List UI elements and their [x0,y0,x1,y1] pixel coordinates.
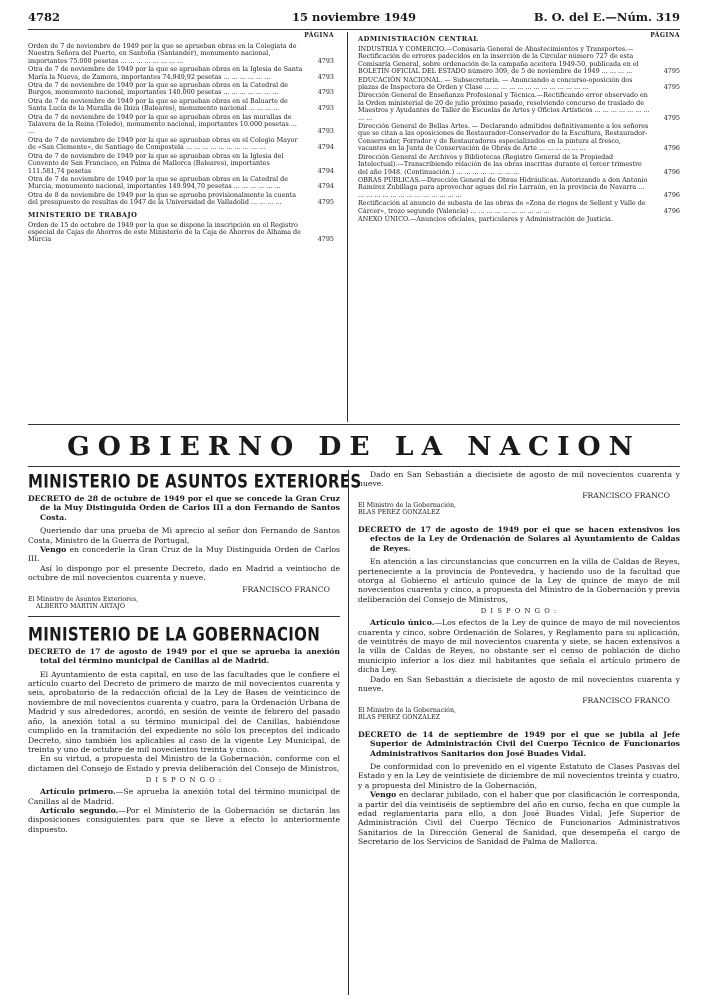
summary-entry [28,137,334,152]
summary-entry-page: 4793 [317,104,334,113]
signature: FRANCISCO FRANCO [242,584,330,594]
dispongo: D I S P O N G O : [145,776,223,785]
signature: FRANCISCO FRANCO [582,695,670,705]
summary-entry-page: 4796 [663,144,680,153]
summary-entry-text: Dirección General de Archivos y Bibliotecas (Registro General de la Propiedad Intelectual).—Transcribiendo relación de las obras inscritas durante el tercer trimestre del año 1948. (Continuación.) ... ... ... ... ... ... ... ... [358,152,642,176]
paragraph: En su virtud, a propuesta del Ministro de la Gobernación, conforme con el dictamen del Consejo de Estado y previa deliberación del Consejo de Ministros, [28,754,340,773]
summary-entry-text: Otra de 7 de noviembre de 1949 por la que se aprueban obras en el Colegio Mayor de «San Clemente», de Santiago de Compostela ... ... ... ... ... ... ... ... ... ... [28,135,298,152]
page-label: PÁGINA [650,32,680,39]
summary-entry-page: 4793 [317,127,334,136]
publication-name: B. O. del E.—Núm. 319 [533,10,680,24]
summary-entry-page: 4795 [663,67,680,76]
summary-entry-page: 4793 [317,72,334,81]
summary-entry-page: 4793 [317,56,334,65]
summary-entry-text: Otra de 8 de noviembre de 1949 por la que se aprueba provisionalmente la cuenta del presupuesto de resultas de 1947 de la Universidad de Valladolid ... ... ... ... [28,190,297,207]
summary-entry-text: INDUSTRIA Y COMERCIO.—Comisaría General de Abastecimientos y Transportes.—Rectificación de errores padecidos en la inserción de la Circular número 727 de esta Comisaría General, sobre ordenación de la campaña aceitera 1949-50, publicada en el BOLETÍN OFICIAL DEL ESTADO número 309, de 5 de noviembre de 1949 ... ... ... ... [358,45,639,76]
summary-entry [358,200,680,215]
body-right [358,470,680,847]
summary-entry-page: 4795 [317,198,334,207]
paragraph: Queriendo dar una prueba de Mi aprecio al señor don Fernando de Santos Costa, Ministro de la Guerra de Portugal, [28,526,340,545]
summary-entry-page: 4795 [663,83,680,92]
paragraph: Así lo dispongo por el presente Decreto, dado en Madrid a veintiocho de octubre de mil novecientos cuarenta y nueve. [28,563,340,583]
section-heading: MINISTERIO DE TRABAJO [28,210,138,219]
body-left [28,470,362,834]
summary-entry [28,43,334,65]
summary-entry-page: 4795 [663,113,680,122]
summary-entry-text: Otra de 7 de noviembre de 1949 por la que se aprueban obras en la Iglesia de Santa María la Nueva, de Zamora, importantes 74.949,92 pesetas ... ... ... ... ... ... [28,65,303,81]
summary-entry-text: OBRAS PÚBLICAS.—Dirección General de Obras Hidráulicas. Autorizando a don Antonio Ramírez Zubillaga para aprovechar aguas del río Larraún, en la provincia de Navarra ... ... ... ... ... ... ... ... ... ... ... ... ... ... [358,175,648,199]
ministry-heading: MINISTERIO DE ASUNTOS EXTERIORES [28,470,362,493]
summary-entry-text: Dirección General de Enseñanza Profesional y Técnica.—Rectificando error observado en la Orden ministerial de 20 de julio próximo pasado, resolviendo concurso de traslado de Maestros y Ayudantes de Taller de Escuelas de Artes y Oficios Artísticos ... ... ... ... ... ... ... ... ... [358,91,650,122]
summary-entry-text: EDUCACIÓN NACIONAL. — Subsecretaría. — Anunciando a concurso-oposición dos plazas de Inspectora de Orden y Clase ... ... ... ... ... ... ... ... ... ... ... ... ... [358,75,633,92]
summary-entry-text: Orden de 15 de octubre de 1949 por la que se dispone la inscripción en el Registro especial de Cajas de Ahorros de este Ministerio de la Caja de Ahorros de Alhama de Murcia [28,220,301,244]
summary-entry [28,66,334,81]
article: Artículo único.—Los efectos de la Ley de quince de mayo de mil novecientos cuarenta y cinco, sobre Ordenación de Solares, y Reglamento para su aplicación, de veintitrés de mayo de mil novecientos cuarenta y siete, se hacen extensivos a la villa de Caldas de Reyes, no obstante ser el censo de población de dicho municipio inferior a los diez mil habitantes que señala el artículo primero de dicha Ley. [358,618,680,675]
summary-entry-page: 4796 [663,206,680,215]
summary-entry-text: Orden de 7 de noviembre de 1949 por la que se aprueban obras en la Colegiata de Nuestra Señora del Puerto, en Santoña (Santander), monumento nacional, importantes 75.000 pesetas ... ... ... ... ... ... ... ... [28,42,297,65]
title-rule-top [28,424,680,425]
summary-entry-page: 4796 [663,167,680,176]
decree-title: DECRETO de 28 de octubre de 1949 por el que se concede la Gran Cruz de la Muy Distinguida Orden de Carlos III a don Fernando de Santos Costa. [28,494,340,522]
summary-entry-text: Otra de 7 de noviembre de 1949 por la que se aprueban obras en el Baluarte de Santa Lucía de la Muralla de Ibiza (Baleares), monumento nacional ... ... ... ... [28,96,288,113]
section-heading: ADMINISTRACIÓN CENTRAL [358,35,479,43]
paragraph: Vengo en concederle la Gran Cruz de la Muy Distinguida Orden de Carlos III. [28,545,340,564]
summary-entry [358,216,680,223]
summary-entry-text: Dirección General de Bellas Artes. — Declarando admitidos definitivamente a los señores que se citan a las oposiciones de Restaurador-Conservador de la Escultura, Restaurador-Conservador, Forrador y de Restauradores especializados en la pintura al fresco, vacantes en la Junta de Conservación de Obras de Arte ... ... ... ... ... ... [358,122,649,153]
summary-entry-page: 4796 [663,190,680,199]
paragraph: En atención a las circunstancias que concurren en la villa de Caldas de Reyes, perteneciente a la provincia de Pontevedra, y haciendo uso de la facultad que otorga al Gobierno el artículo quince de la Ley de quince de mayo de mil novecientos cuarenta y cinco, a propuesta del Ministro de la Gobernación y previa deliberación del Consejo de Ministros, [358,557,680,604]
section-rule [28,616,340,617]
summary-entry [28,222,334,244]
issue-date: 15 noviembre 1949 [291,10,416,24]
paragraph: El Ayuntamiento de esta capital, en uso de las facultades que le confiere el artículo cuarto del Decreto de primero de marzo de mil novecientos cuarenta y seis, aprobatorio de la redacción oficial de la Ley de Bases de veinticinco de noviembre de mil novecientos cuarenta y cuatro, para la Ordenación Urbana de Madrid y sus alrededores, acordó, en sesión de veinte de febrero del pasado año, la anexión total a su término municipal del de Canillas, habiéndose cumplido en la tramitación del expediente no sólo los preceptos del indicado Decreto, sino también los aplicables al caso de la vigente Ley Municipal, de treinta y uno de octubre de mil novecientos treinta y cinco. [28,669,340,754]
page-header [28,10,680,26]
paragraph: Dado en San Sebastián a diecisiete de agosto de mil novecientos cuarenta y nueve. [358,674,680,694]
article: Artículo segundo.—Por el Ministerio de la Gobernación se dictarán las disposiciones consiguientes para que se lleve a efecto lo anteriormente dispuesto. [28,805,340,834]
summary-entry-page: 4794 [317,143,334,152]
minister-signature: El Ministro de Asuntos Exteriores, ALBERTO MARTIN ARTAJO [28,595,139,611]
summary-entry-text: Otra de 7 de noviembre de 1949 por la que se aprueban obras en la Iglesia del Convento de San Francisco, en Palma de Mallorca (Baleares), importantes 111.581,74 pesetas [28,151,284,175]
decree-title: DECRETO de 17 de agosto de 1949 por el que se aprueba la anexión total del término municipal de Canillas al de Madrid. [28,646,340,666]
minister-signature: El Ministro de la Gobernación, BLAS PEREZ GONZALEZ [358,706,457,722]
summary-entry-page: 4793 [317,88,334,97]
summary-entry [358,154,680,176]
header-rule [28,29,680,30]
summary-entry-text: Otra de 7 de noviembre de 1949 por la que se aprueban obras en las murallas de Talavera de la Reina (Toledo), monumento nacional, importantes 10.000 pesetas ... ... [28,112,297,136]
summary-entry [358,177,680,199]
summary-entry-text: Otra de 7 de noviembre de 1949 por la que se aprueban obras en la Catedral de Murcia, monumento nacional, importantes 149.994,70 pesetas ... ... ... ... ... ... [28,174,289,191]
column-divider [348,470,349,995]
summary-entry-page: 4794 [317,182,334,191]
summary-entry-text: Rectificación al anuncio de subasta de las obras de «Zona de riegos de Sellent y Valle de Cárcer», trozo segundo (Valencia) ... ... ... ... ... ... ... ... ... ... [358,199,646,215]
page-number: 4782 [28,10,61,24]
summary-entry-text: ANEXO ÚNICO.—Anuncios oficiales, particulares y Administración de Justicia. [358,214,613,223]
signature: FRANCISCO FRANCO [582,490,670,500]
dispongo: D I S P O N G O : [480,607,558,616]
summary-entry [358,123,680,153]
summary-right [358,32,680,224]
title-rule-bottom [28,466,680,467]
page-label: PÁGINA [304,32,334,39]
summary-entry [28,153,334,175]
column-divider [347,32,348,422]
minister-signature: El Ministro de la Gobernación, BLAS PEREZ GONZALEZ [358,501,457,517]
decree-title: DECRETO de 14 de septiembre de 1949 por el que se jubila al Jefe Superior de Administración Civil del Cuerpo Técnico de Funcionarios Administrativos Sanitarios don José Buades Vidal. [358,729,680,758]
paragraph: Vengo en declarar jubilado, con el haber que por clasificación le corresponda, a partir del día veintiséis de septiembre del año en curso, fecha en que cumple la edad reglamentaria para ello, a don José Buades Vidal, Jefe Superior de Administración Civil del Cuerpo Técnico de Funcionarios Administrativos Sanitarios de la Dirección General de Sanidad, que desempeña el cargo de Secretario de los Servicios de Sanidad de Palma de Mallorca. [358,790,680,847]
summary-entry-text: Otra de 7 de noviembre de 1949 por la que se aprueban obras en la Catedral de Burgos, monumento nacional, importantes 140.000 pesetas ... ... ... ... ... ... ... [28,81,289,97]
summary-entry [28,98,334,113]
ministry-heading: MINISTERIO DE LA GOBERNACION [28,622,321,646]
summary-entry [28,176,334,191]
summary-entry [358,77,680,92]
summary-entry [28,114,334,136]
paragraph: Dado en San Sebastián a diecisiete de agosto de mil novecientos cuarenta y nueve. [358,470,680,489]
summary-entry [28,192,334,207]
paragraph: De conformidad con lo prevenido en el vigente Estatuto de Clases Pasivas del Estado y en la Ley de veintisiete de diciembre de mil novecientos treinta y cuatro, y a propuesta del Ministro de la Gobernación, [358,761,680,790]
summary-entry [358,92,680,122]
summary-entry [28,82,334,97]
summary-entry-page: 4795 [317,235,334,244]
main-title: GOBIERNO DE LA NACION [67,431,641,462]
summary-entry-page: 4794 [317,166,334,175]
decree-title: DECRETO de 17 de agosto de 1949 por el que se hacen extensivos los efectos de la Ley de Ordenación de Solares al Ayuntamiento de Caldas de Reyes. [358,525,680,553]
article: Artículo primero.—Se aprueba la anexión total del término municipal de Canillas al de Madrid. [28,787,340,806]
summary-left [28,32,334,245]
summary-entry [358,46,680,76]
